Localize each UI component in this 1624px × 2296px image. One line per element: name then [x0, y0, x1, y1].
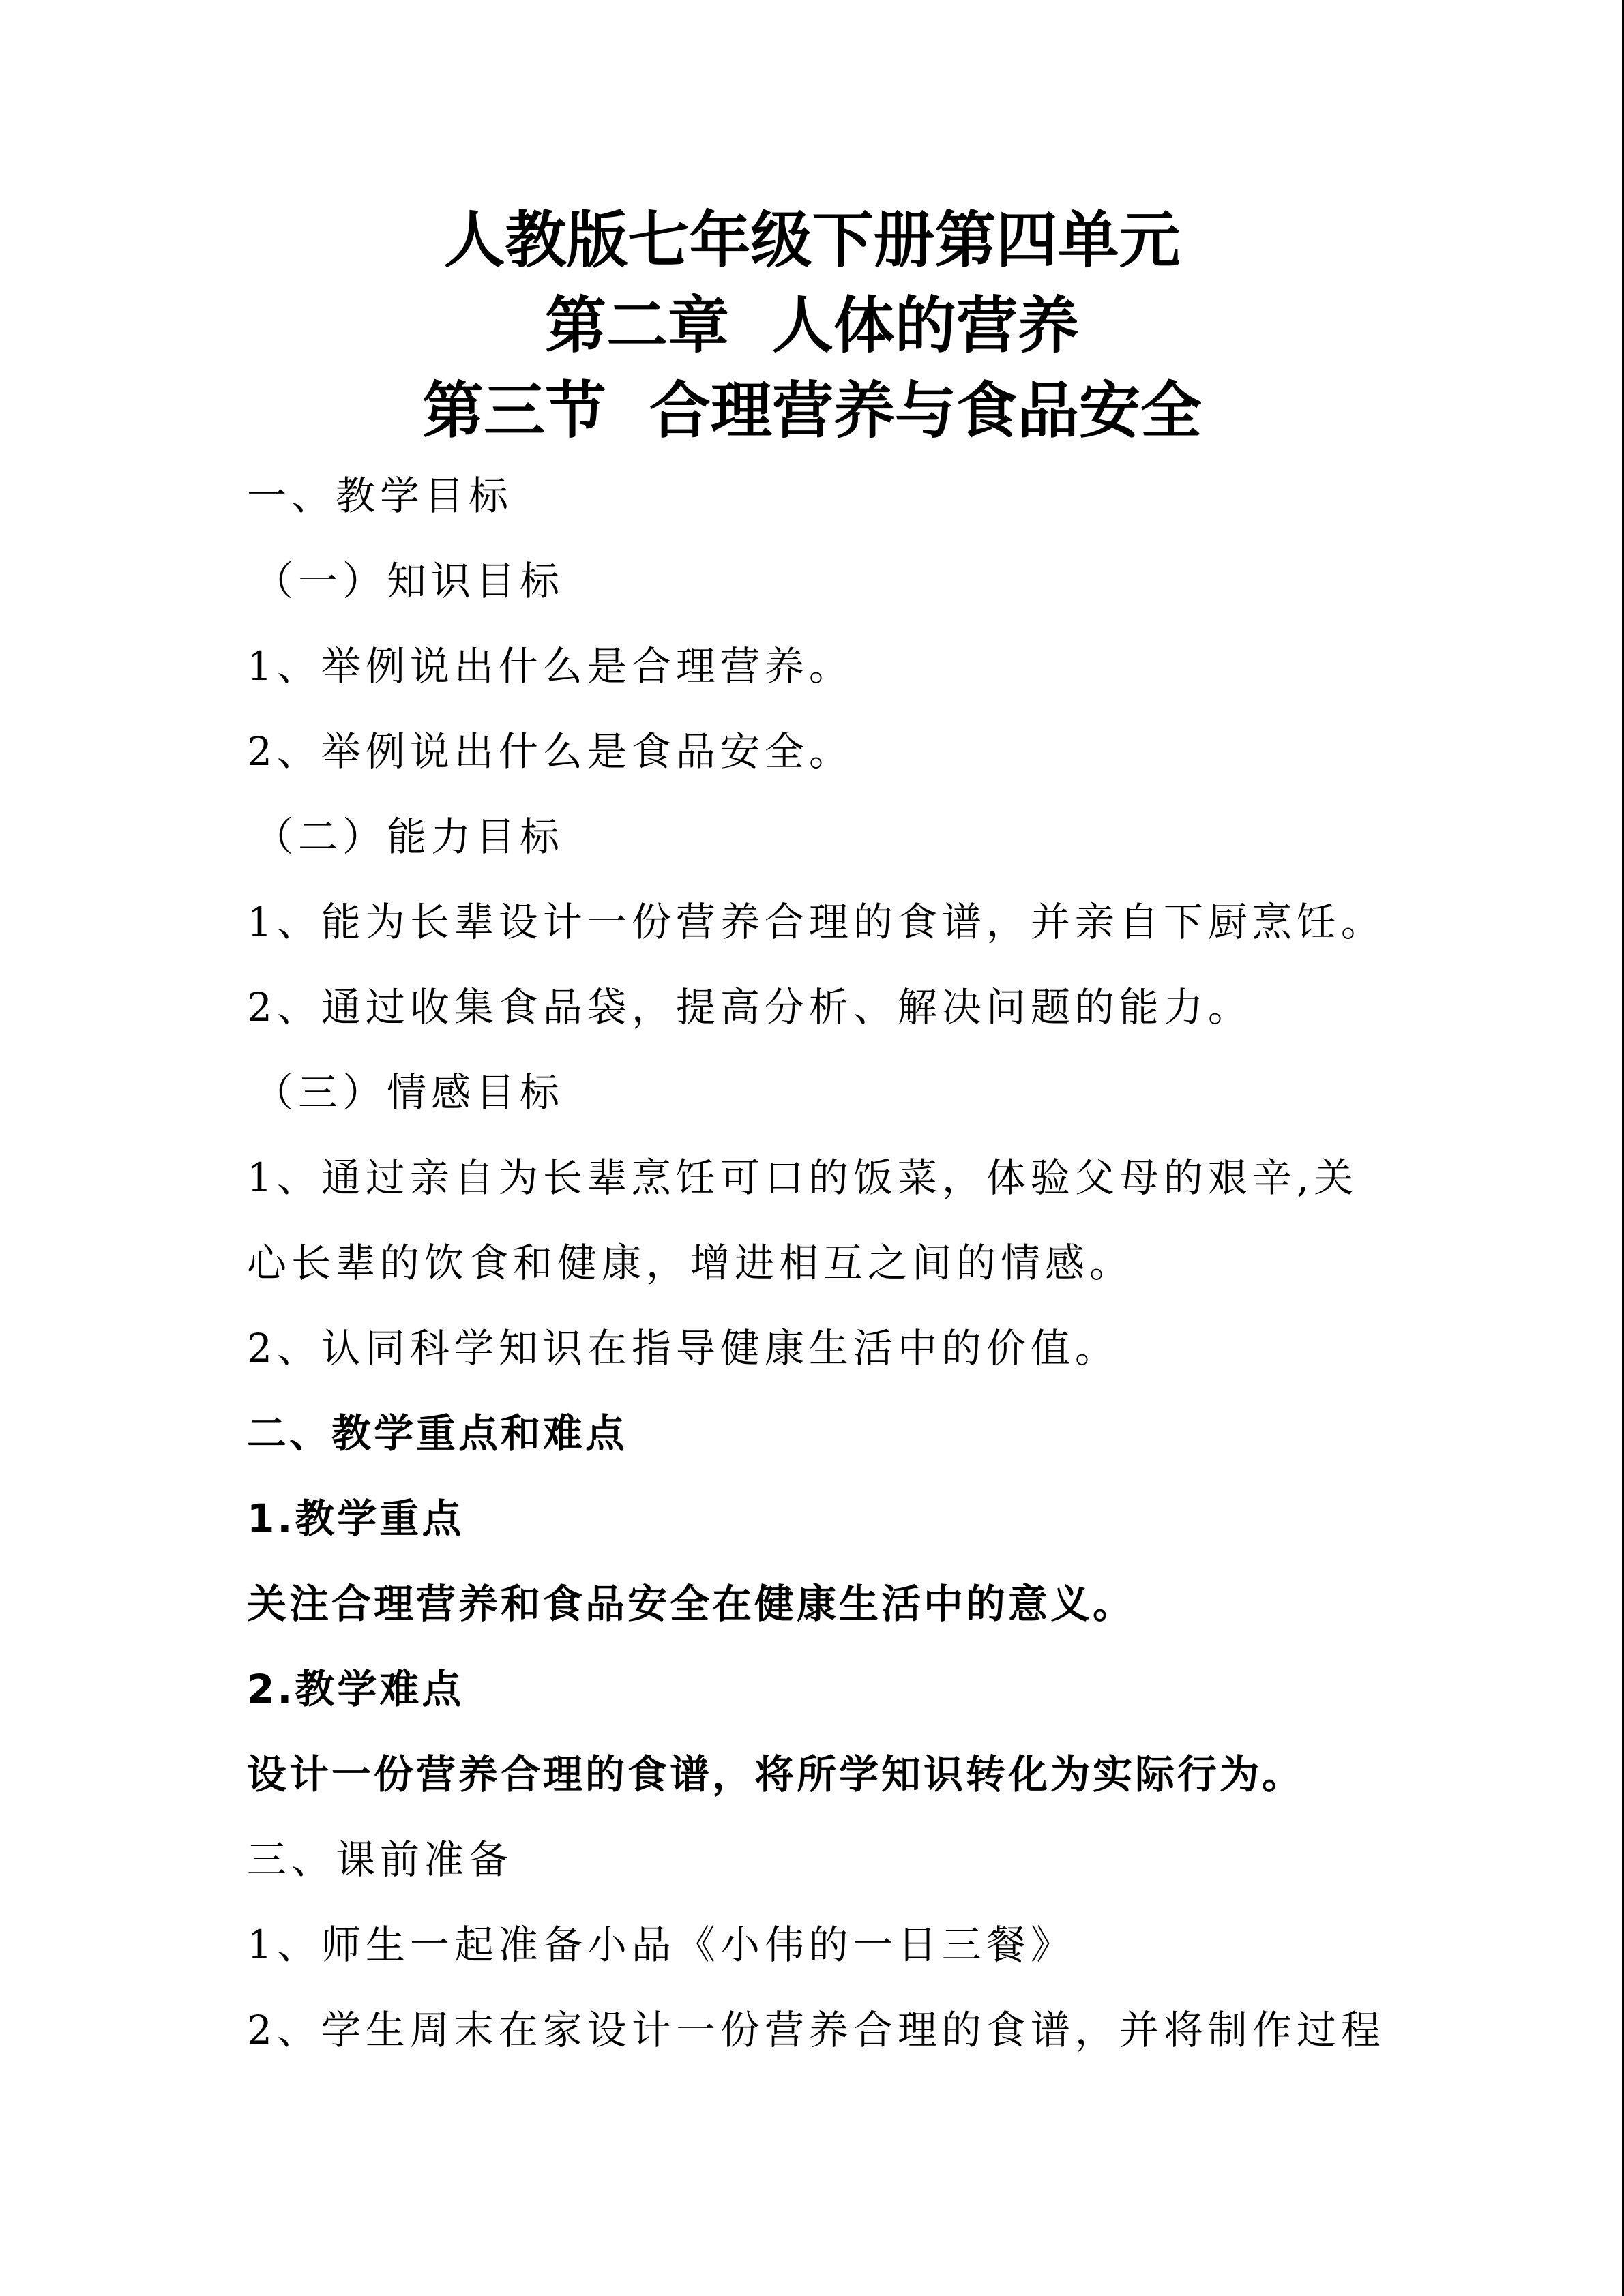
knowledge-item: 1、举例说出什么是合理营养。 [247, 643, 853, 689]
ability-item: 1、能为长辈设计一份营养合理的食谱，并亲自下厨烹饪。 [247, 899, 1385, 945]
difficulty-label: 2.教学难点 [247, 1666, 464, 1712]
key-point-label: 1.教学重点 [247, 1495, 464, 1542]
emotion-heading: （三）情感目标 [254, 1069, 565, 1116]
emotion-item: 1、通过亲自为长辈烹饪可口的饭菜，体验父母的艰辛,关 [247, 1154, 1359, 1201]
prep-item: 2、学生周末在家设计一份营养合理的食谱，并将制作过程 [247, 2007, 1385, 2053]
emotion-item: 2、认同科学知识在指导健康生活中的价值。 [247, 1325, 1119, 1371]
document-body [247, 453, 1406, 2073]
title-section: 第三节 合理营养与食品安全 [422, 375, 1202, 447]
ability-item: 2、通过收集食品袋，提高分析、解决问题的能力。 [247, 984, 1252, 1030]
key-point-text: 关注合理营养和食品安全在健康生活中的意义。 [247, 1581, 1136, 1627]
emotion-item: 心长辈的饮食和健康，增进相互之间的情感。 [247, 1240, 1134, 1286]
key-points-heading: 二、教学重点和难点 [247, 1410, 628, 1457]
knowledge-item: 2、举例说出什么是食品安全。 [247, 728, 853, 775]
difficulty-text: 设计一份营养合理的食谱，将所学知识转化为实际行为。 [247, 1751, 1305, 1798]
ability-heading: （二）能力目标 [254, 814, 565, 860]
title-chapter: 第二章 人体的营养 [545, 290, 1079, 361]
document-title [0, 198, 1624, 453]
prep-heading: 三、课前准备 [247, 1836, 514, 1883]
goals-heading: 一、教学目标 [247, 473, 514, 519]
knowledge-heading: （一）知识目标 [254, 558, 565, 604]
prep-item: 1、师生一起准备小品《小伟的一日三餐》 [247, 1922, 1075, 1968]
title-unit: 人教版七年级下册第四单元 [443, 205, 1181, 276]
